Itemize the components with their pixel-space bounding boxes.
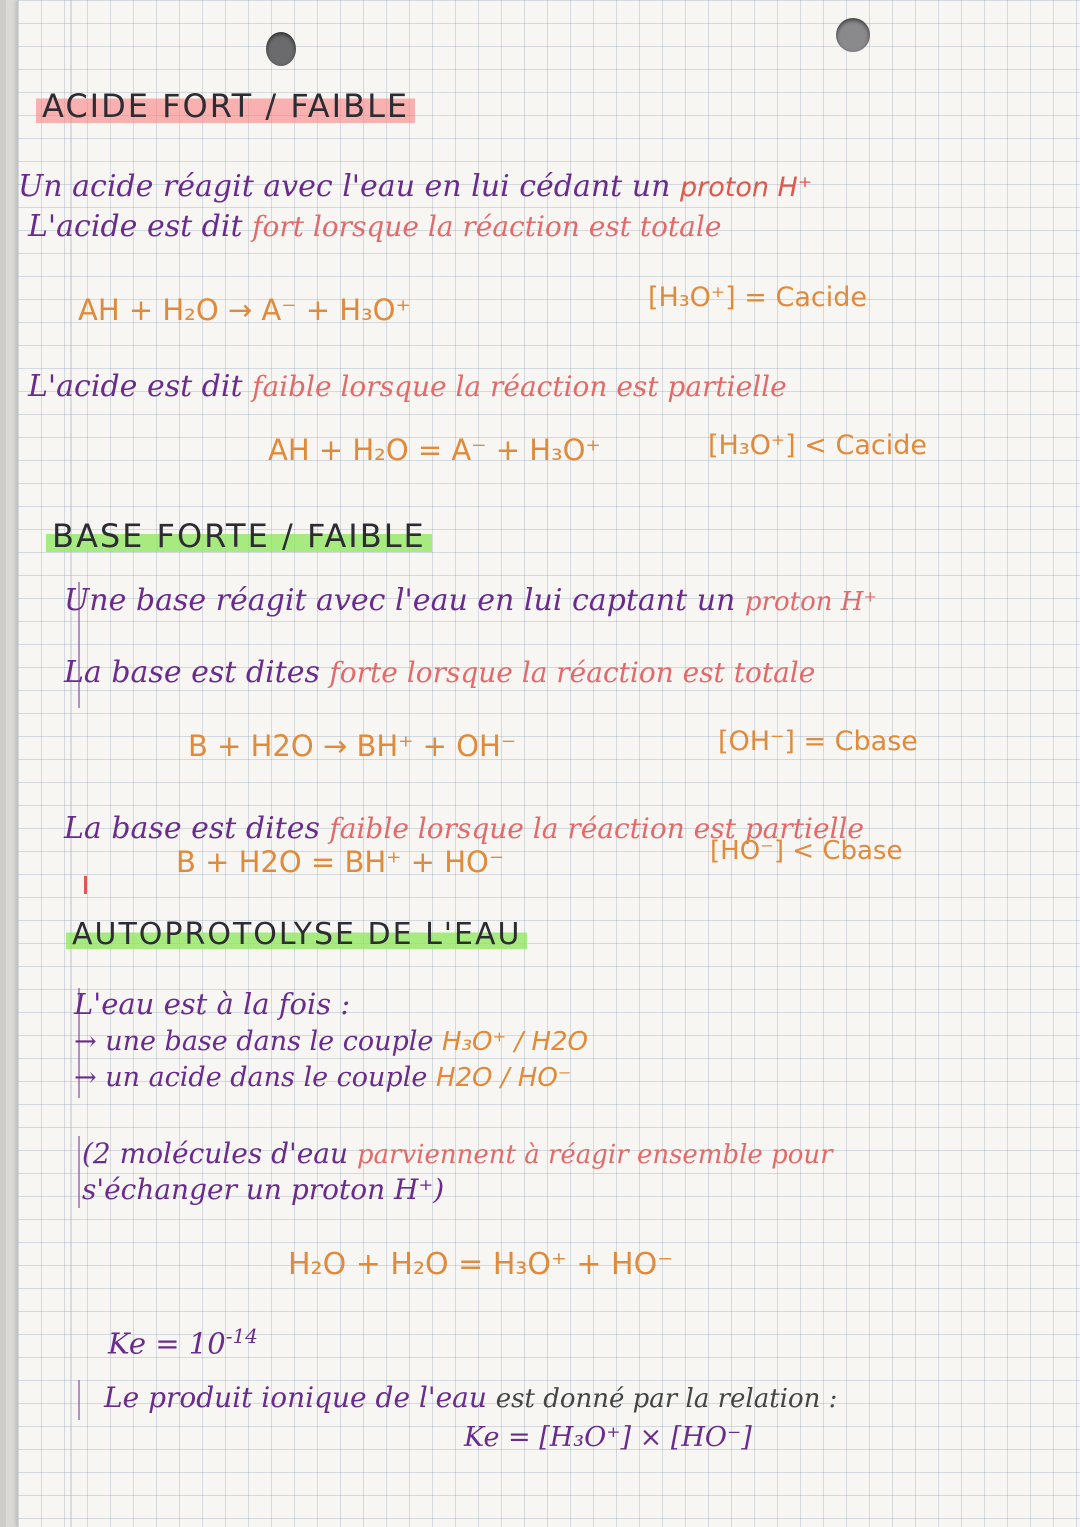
condition-acide-faible: [H₃O⁺] < Cacide xyxy=(708,430,927,461)
section-title-acide xyxy=(36,87,415,125)
eau-item-acide-couple: H2O / HO⁻ xyxy=(435,1063,572,1093)
acide-line1 xyxy=(18,169,813,204)
binder-hole xyxy=(836,18,870,52)
base-line2-text: La base est dites xyxy=(64,655,320,690)
eau-intro: L'eau est à la fois : xyxy=(74,987,351,1021)
red-tick-mark xyxy=(84,876,87,894)
eau-item-base-couple: H₃O⁺ / H2O xyxy=(442,1027,589,1057)
condition-acide-fort: [H₃O⁺] = Cacide xyxy=(648,282,867,313)
base-line3-faible: faible lorsque la réaction est partielle xyxy=(329,812,865,845)
section-title-acide-text: ACIDE FORT / FAIBLE xyxy=(36,87,415,125)
equation-autoprotolyse: H₂O + H₂O = H₃O⁺ + HO⁻ xyxy=(288,1247,674,1282)
condition-base-forte: [OH⁻] = Cbase xyxy=(718,726,918,757)
section-title-autoprotolyse xyxy=(66,917,527,952)
acide-line3-text: L'acide est dit xyxy=(28,369,243,404)
acide-line2-text: L'acide est dit xyxy=(28,209,243,244)
base-line2-forte: forte lorsque la réaction est totale xyxy=(329,656,816,689)
ke-base: Ke = 10 xyxy=(108,1326,226,1361)
equation-acide-fort: AH + H₂O → A⁻ + H₃O⁺ xyxy=(78,293,411,327)
equation-base-forte: B + H2O → BH⁺ + OH⁻ xyxy=(188,729,517,763)
margin-rule xyxy=(78,1136,80,1208)
margin-rule xyxy=(78,1380,80,1420)
equation-acide-faible: AH + H₂O = A⁻ + H₃O⁺ xyxy=(268,433,601,467)
ke-exponent: -14 xyxy=(225,1324,258,1348)
section-title-base-text: BASE FORTE / FAIBLE xyxy=(46,517,432,555)
acide-line1-proton: proton H⁺ xyxy=(679,172,813,203)
produit-ionique-equation: Ke = [H₃O⁺] × [HO⁻] xyxy=(464,1422,752,1453)
acide-line3-faible: faible lorsque la réaction est partielle xyxy=(252,370,787,403)
base-line2 xyxy=(64,655,816,690)
section-title-base xyxy=(46,517,432,555)
eau-note-line1-text: (2 molécules d'eau xyxy=(82,1137,348,1170)
section-title-autoprotolyse-text: AUTOPROTOLYSE DE L'EAU xyxy=(66,917,527,952)
eau-note-line2: s'échanger un proton H⁺) xyxy=(82,1173,445,1206)
eau-item-acide-text: → un acide dans le couple xyxy=(74,1062,428,1093)
eau-item-base-text: → une base dans le couple xyxy=(74,1026,434,1057)
condition-base-faible: [HO⁻] < Cbase xyxy=(710,836,903,866)
produit-ionique-text: Le produit ionique de l'eau xyxy=(104,1381,487,1414)
notebook-page xyxy=(18,0,1080,1527)
base-line1-text: Une base réagit avec l'eau en lui captant un xyxy=(64,583,736,618)
base-line3-text: La base est dites xyxy=(64,811,320,846)
base-line1 xyxy=(64,583,878,618)
produit-ionique-relation: est donné par la relation : xyxy=(495,1384,838,1414)
eau-item-base xyxy=(74,1028,588,1055)
eau-note-line1 xyxy=(82,1137,833,1170)
acide-line2-fort: fort lorsque la réaction est totale xyxy=(252,210,722,243)
acide-line1-text: Un acide réagit avec l'eau en lui cédant un xyxy=(18,169,671,204)
eau-note-line1-pink: parviennent à réagir ensemble pour xyxy=(356,1140,833,1170)
eau-item-acide xyxy=(74,1064,572,1091)
equation-base-faible: B + H2O = BH⁺ + HO⁻ xyxy=(176,845,505,879)
binder-hole xyxy=(266,32,296,66)
acide-line3 xyxy=(28,369,787,404)
ke-value xyxy=(108,1326,258,1359)
acide-line2 xyxy=(28,209,722,244)
produit-ionique-line xyxy=(104,1381,838,1414)
base-line1-proton: proton H⁺ xyxy=(744,587,878,617)
